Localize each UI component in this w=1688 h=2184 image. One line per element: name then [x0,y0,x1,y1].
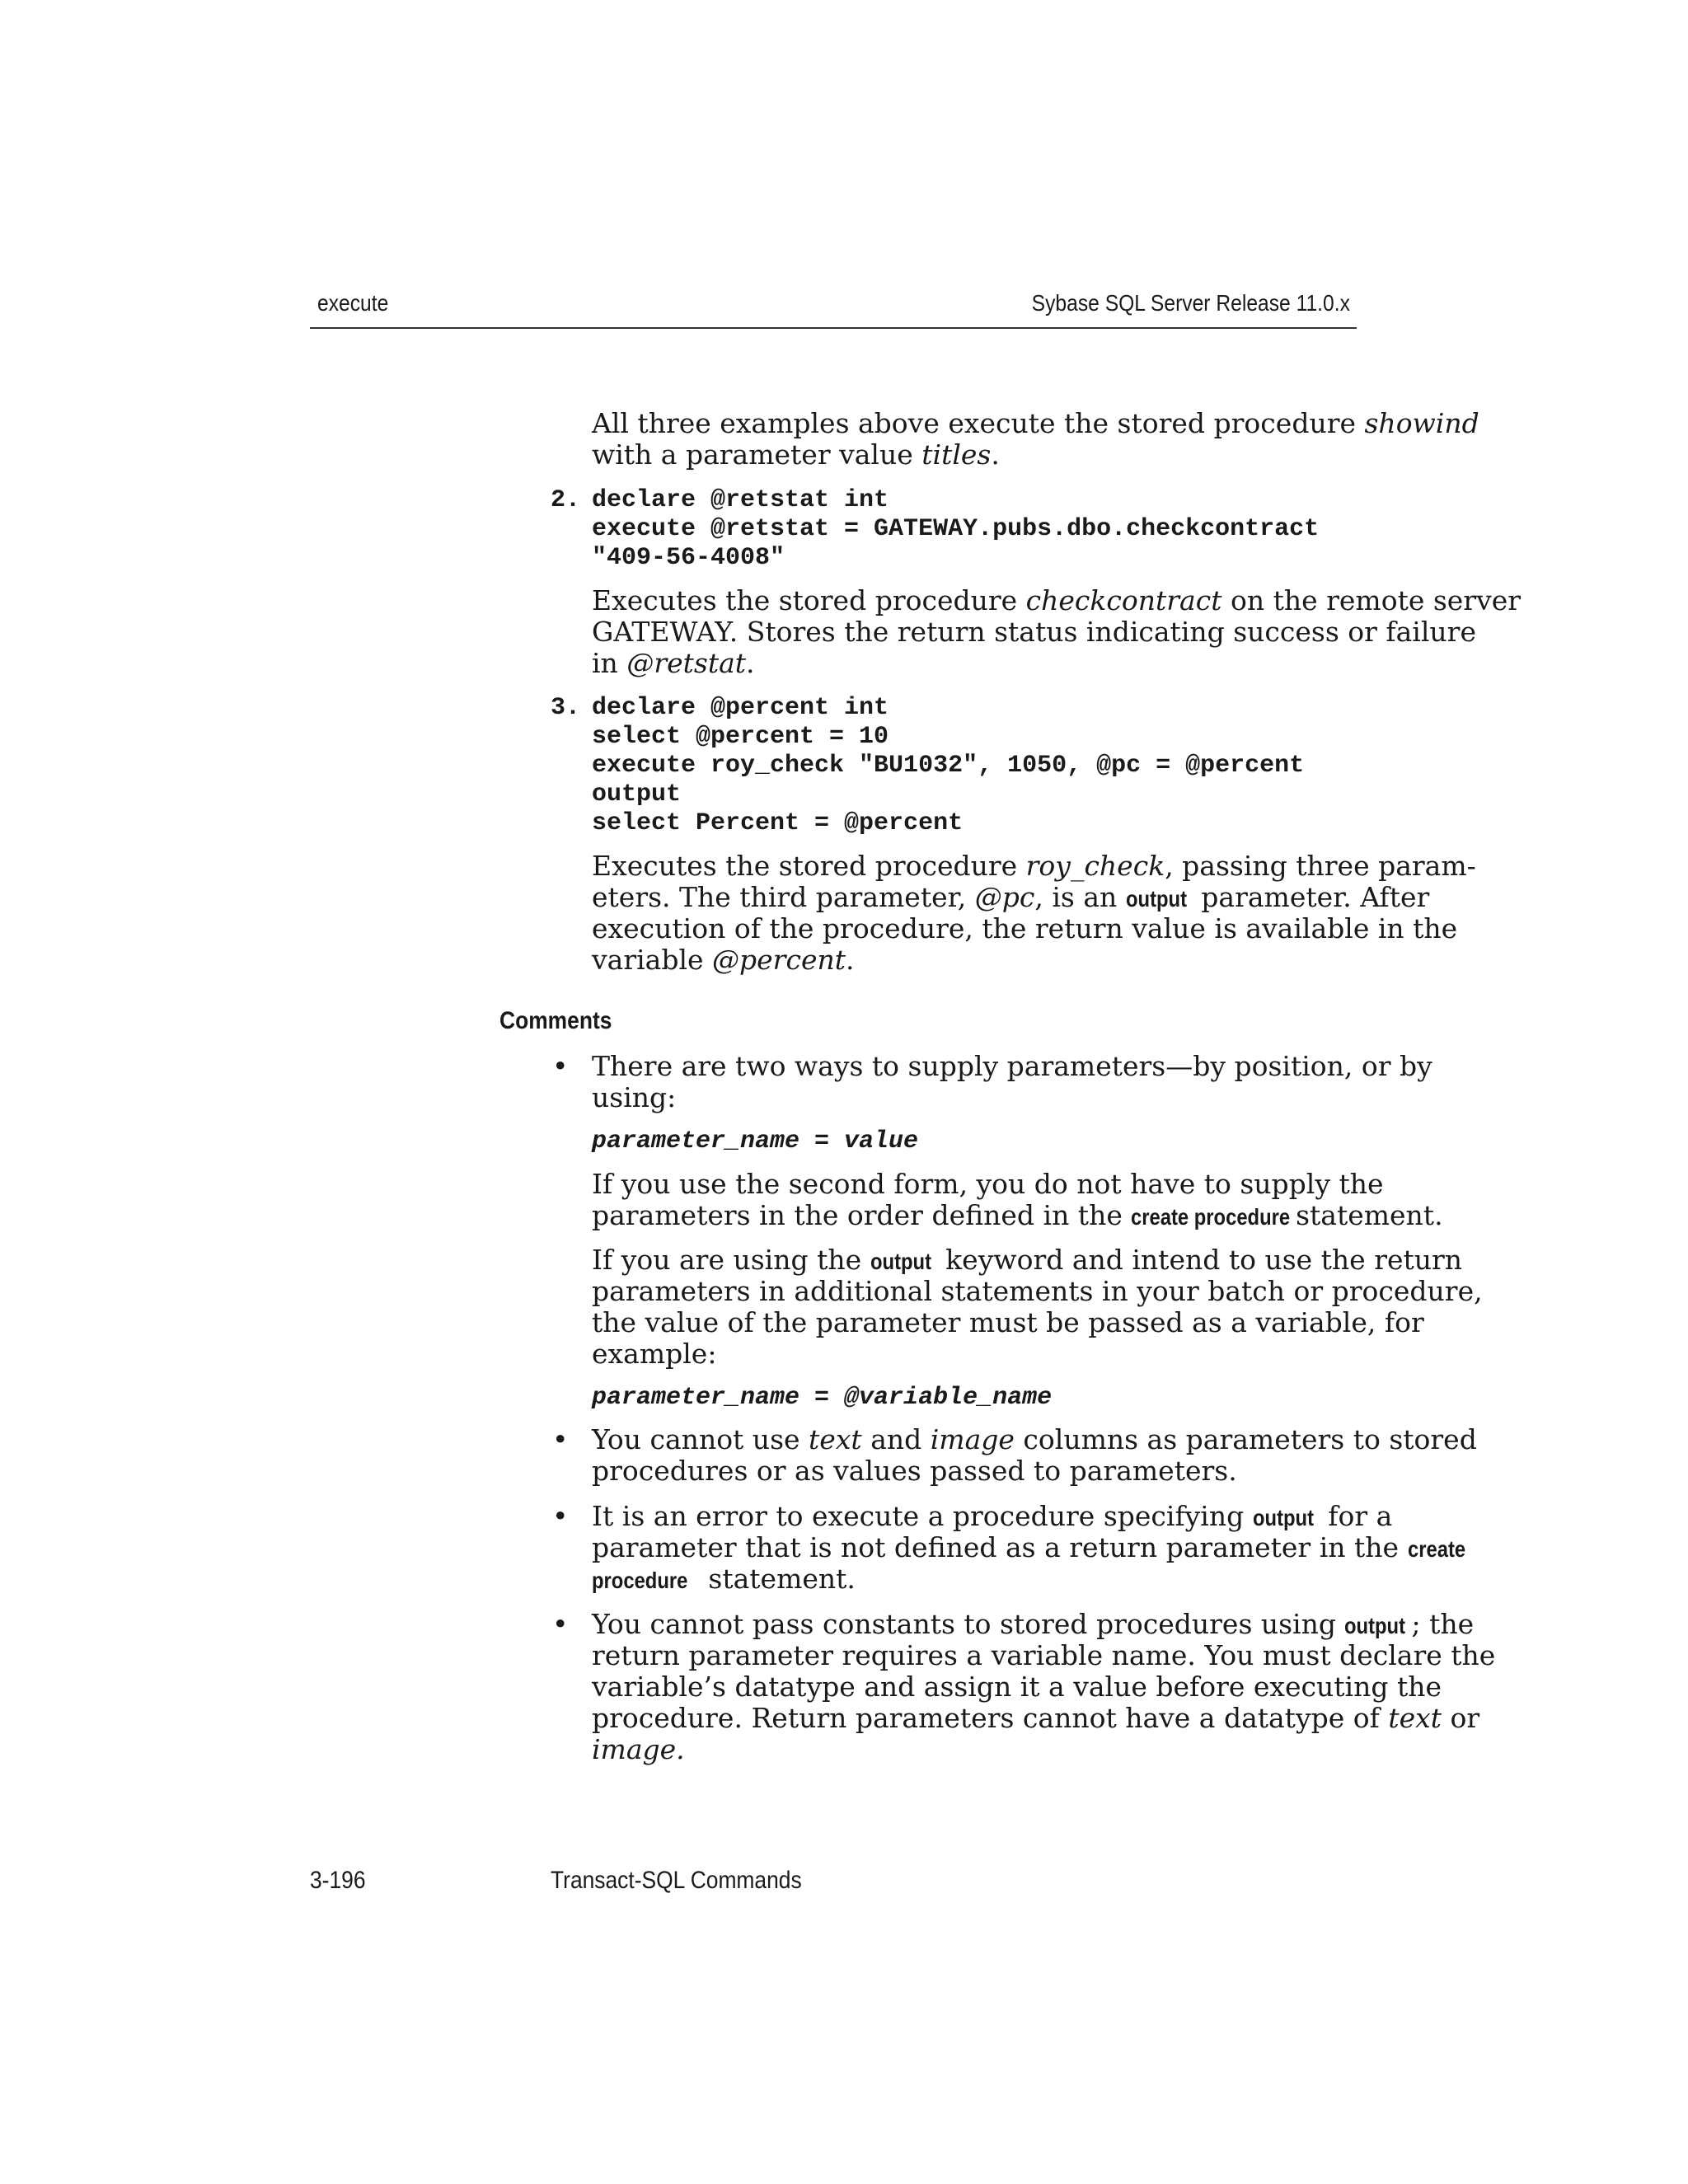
desc-text: Executes the stored procedure [592,850,1026,882]
bullet3-line-1 [592,1501,1392,1534]
running-footer-title: Transact-SQL Commands [551,1867,802,1894]
code-line: select Percent = @percent [592,809,964,837]
example3-desc-line-4 [592,944,855,976]
bullet-marker: • [552,1608,569,1640]
running-header-left: execute [317,290,389,316]
code-line: "409-56-4008" [592,544,785,572]
bullet1-line-1: There are two ways to supply parameters—by position, or by [592,1050,1432,1082]
example3-desc-line-2 [592,882,1429,915]
desc-text: , is an [1034,881,1126,913]
desc-text: in [592,647,627,679]
intro-text: All three examples above execute the stored procedure [592,407,1365,439]
procedure-name: checkcontract [1025,584,1222,616]
code-line: select @percent = 10 [592,723,889,751]
example2-desc-line-1 [592,585,1521,616]
desc-text: keyword and intend to use the return [936,1244,1463,1276]
page-number: 3-196 [310,1867,366,1894]
desc-text: variable [592,944,713,976]
header-divider [310,327,1357,329]
bullet1-line-2: using: [592,1081,677,1113]
desc-text: on the remote server [1221,584,1522,616]
bullet3-line-2 [592,1532,1470,1565]
bullet2-line-2: procedures or as values passed to parameters. [592,1455,1237,1487]
example2-desc-line-2: GATEWAY. Stores the return status indicating success or failure [592,616,1476,648]
desc-text: If you are using the [592,1244,870,1276]
bullet4-line-2: return parameter requires a variable name. You must declare the [592,1639,1496,1671]
desc-text: It is an error to execute a procedure specifying [592,1500,1253,1532]
keyword: procedure [592,1568,688,1593]
desc-text: procedure. Return parameters cannot have a datatype of [592,1702,1389,1734]
bullet-marker: • [552,1423,569,1455]
bullet1-para2-line-2: parameters in additional statements in your batch or procedure, [592,1275,1483,1307]
code-syntax: parameter_name = @variable_name [592,1384,1053,1412]
desc-text: , passing three param- [1165,850,1476,882]
keyword: output [870,1249,931,1274]
bullet1-para2-line-1 [592,1244,1462,1277]
keyword: output [1344,1613,1406,1638]
desc-text: Executes the stored procedure [592,584,1026,616]
bullet1-para2-line-4: example: [592,1338,717,1370]
punctuation: . [846,944,855,976]
example-number: 2. [551,486,581,514]
desc-text: parameter. After [1192,881,1430,913]
bullet2-line-1 [592,1424,1477,1455]
datatype-name: text [1388,1702,1442,1734]
keyword: create procedure [1131,1204,1291,1230]
keyword: output [1125,886,1187,912]
bullet1-para1-line-2 [592,1200,1443,1233]
desc-text: You cannot use [592,1423,809,1455]
example2-desc-line-3 [592,648,755,679]
keyword: output [1252,1505,1314,1530]
example3-desc-line-3: execution of the procedure, the return value is available in the [592,912,1458,944]
bullet-marker: • [552,1050,569,1082]
code-syntax: parameter_name = value [592,1127,919,1155]
punctuation: . [991,438,1000,471]
datatype-name: text [809,1423,862,1455]
desc-text: parameter that is not defined as a return parameter in the [592,1531,1408,1563]
bullet1-para2-line-3: the value of the parameter must be passed as a variable, for [592,1306,1424,1338]
procedure-name: roy_check [1025,850,1165,882]
example3-desc-line-1 [592,851,1476,882]
bullet4-line-1 [592,1609,1474,1642]
datatype-name: image [930,1423,1015,1455]
parameter-value: titles [921,438,992,471]
variable-name: @retstat [626,647,747,679]
intro-line-1 [592,408,1479,439]
desc-text: eters. The third parameter, [592,881,975,913]
code-line: output [592,780,682,808]
desc-text: statement. [1287,1199,1443,1231]
bullet3-line-3 [592,1563,856,1596]
intro-text: with a parameter value [592,438,922,471]
example-number: 3. [551,694,581,722]
punctuation: . [746,647,755,679]
desc-text: and [861,1423,931,1455]
variable-name: @percent [712,944,846,976]
desc-text: You cannot pass constants to stored procedures using [592,1608,1345,1640]
code-line: declare @percent int [592,694,889,722]
intro-line-2 [592,439,1000,471]
bullet1-para1-line-1: If you use the second form, you do not have to supply the [592,1168,1384,1200]
variable-name: @pc [974,881,1035,913]
desc-text: ; the [1411,1608,1475,1640]
bullet4-line-3: variable’s datatype and assign it a value before executing the [592,1671,1442,1703]
running-header-right: Sybase SQL Server Release 11.0.x [1031,290,1350,316]
desc-text: parameters in the order defined in the [592,1199,1132,1231]
procedure-name: showind [1364,407,1479,439]
desc-text: statement. [699,1563,856,1595]
desc-text: columns as parameters to stored [1014,1423,1477,1455]
bullet-marker: • [552,1500,569,1532]
desc-text: or [1441,1702,1480,1734]
code-line: declare @retstat int [592,486,889,514]
section-heading-comments: Comments [499,1007,612,1034]
code-line: execute roy_check "BU1032", 1050, @pc = @percent [592,752,1305,780]
keyword: create [1407,1536,1465,1562]
bullet4-line-4 [592,1703,1479,1734]
desc-text: for a [1319,1500,1393,1532]
bullet4-line-5: image. [592,1733,685,1765]
code-line: execute @retstat = GATEWAY.pubs.dbo.checkcontract [592,515,1320,543]
